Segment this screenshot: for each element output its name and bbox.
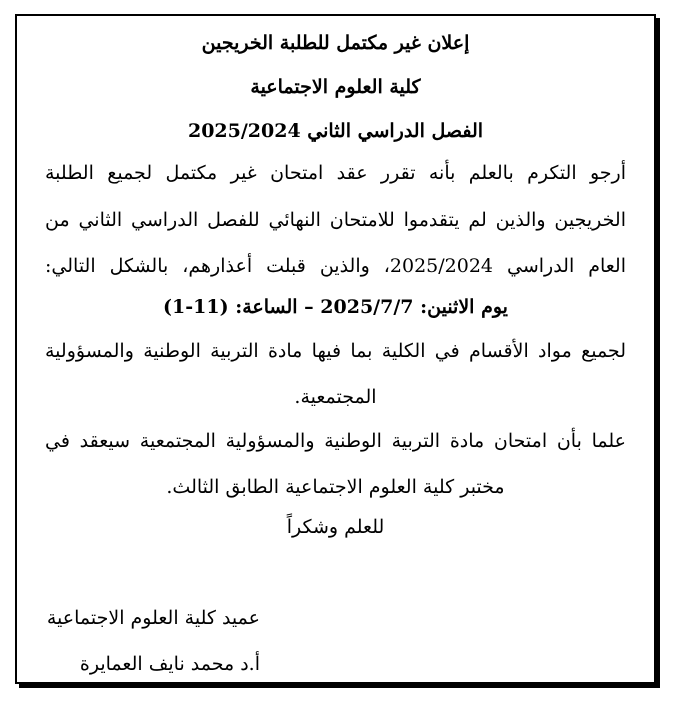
note-line-1: علما بأن امتحان مادة التربية الوطنية والمسؤولية المجتمعية سيعقد في [45, 430, 626, 452]
signature-role: عميد كلية العلوم الاجتماعية [46, 607, 260, 629]
closing-text: للعلم وشكراً [286, 516, 385, 538]
subjects-line-1: لجميع مواد الأقسام في الكلية بما فيها مادة التربية الوطنية والمسؤولية [45, 340, 626, 362]
note-line-2: مختبر كلية العلوم الاجتماعية الطابق الثالث. [166, 476, 505, 498]
signature-name: أ.د محمد نايف العمايرة [79, 653, 260, 675]
college-name: كلية العلوم الاجتماعية [250, 76, 421, 98]
subjects-line-2: المجتمعية. [294, 386, 377, 408]
announcement-frame [15, 14, 656, 684]
semester-heading: الفصل الدراسي الثاني 2025/2024 [187, 120, 484, 142]
body-line-3: العام الدراسي 2025/2024، والذين قبلت أعذارهم، بالشكل التالي: [45, 255, 627, 277]
exam-time: يوم الاثنين: 2025/7/7 – الساعة: (11-1) [163, 296, 508, 318]
body-line-1: أرجو التكرم بالعلم بأنه تقرر عقد امتحان غير مكتمل لجميع الطلبة [45, 162, 626, 184]
body-line-2: الخريجين والذين لم يتقدموا للامتحان النهائي للفصل الدراسي الثاني من [45, 209, 626, 231]
announcement-title: إعلان غير مكتمل للطلبة الخريجين [201, 32, 470, 54]
